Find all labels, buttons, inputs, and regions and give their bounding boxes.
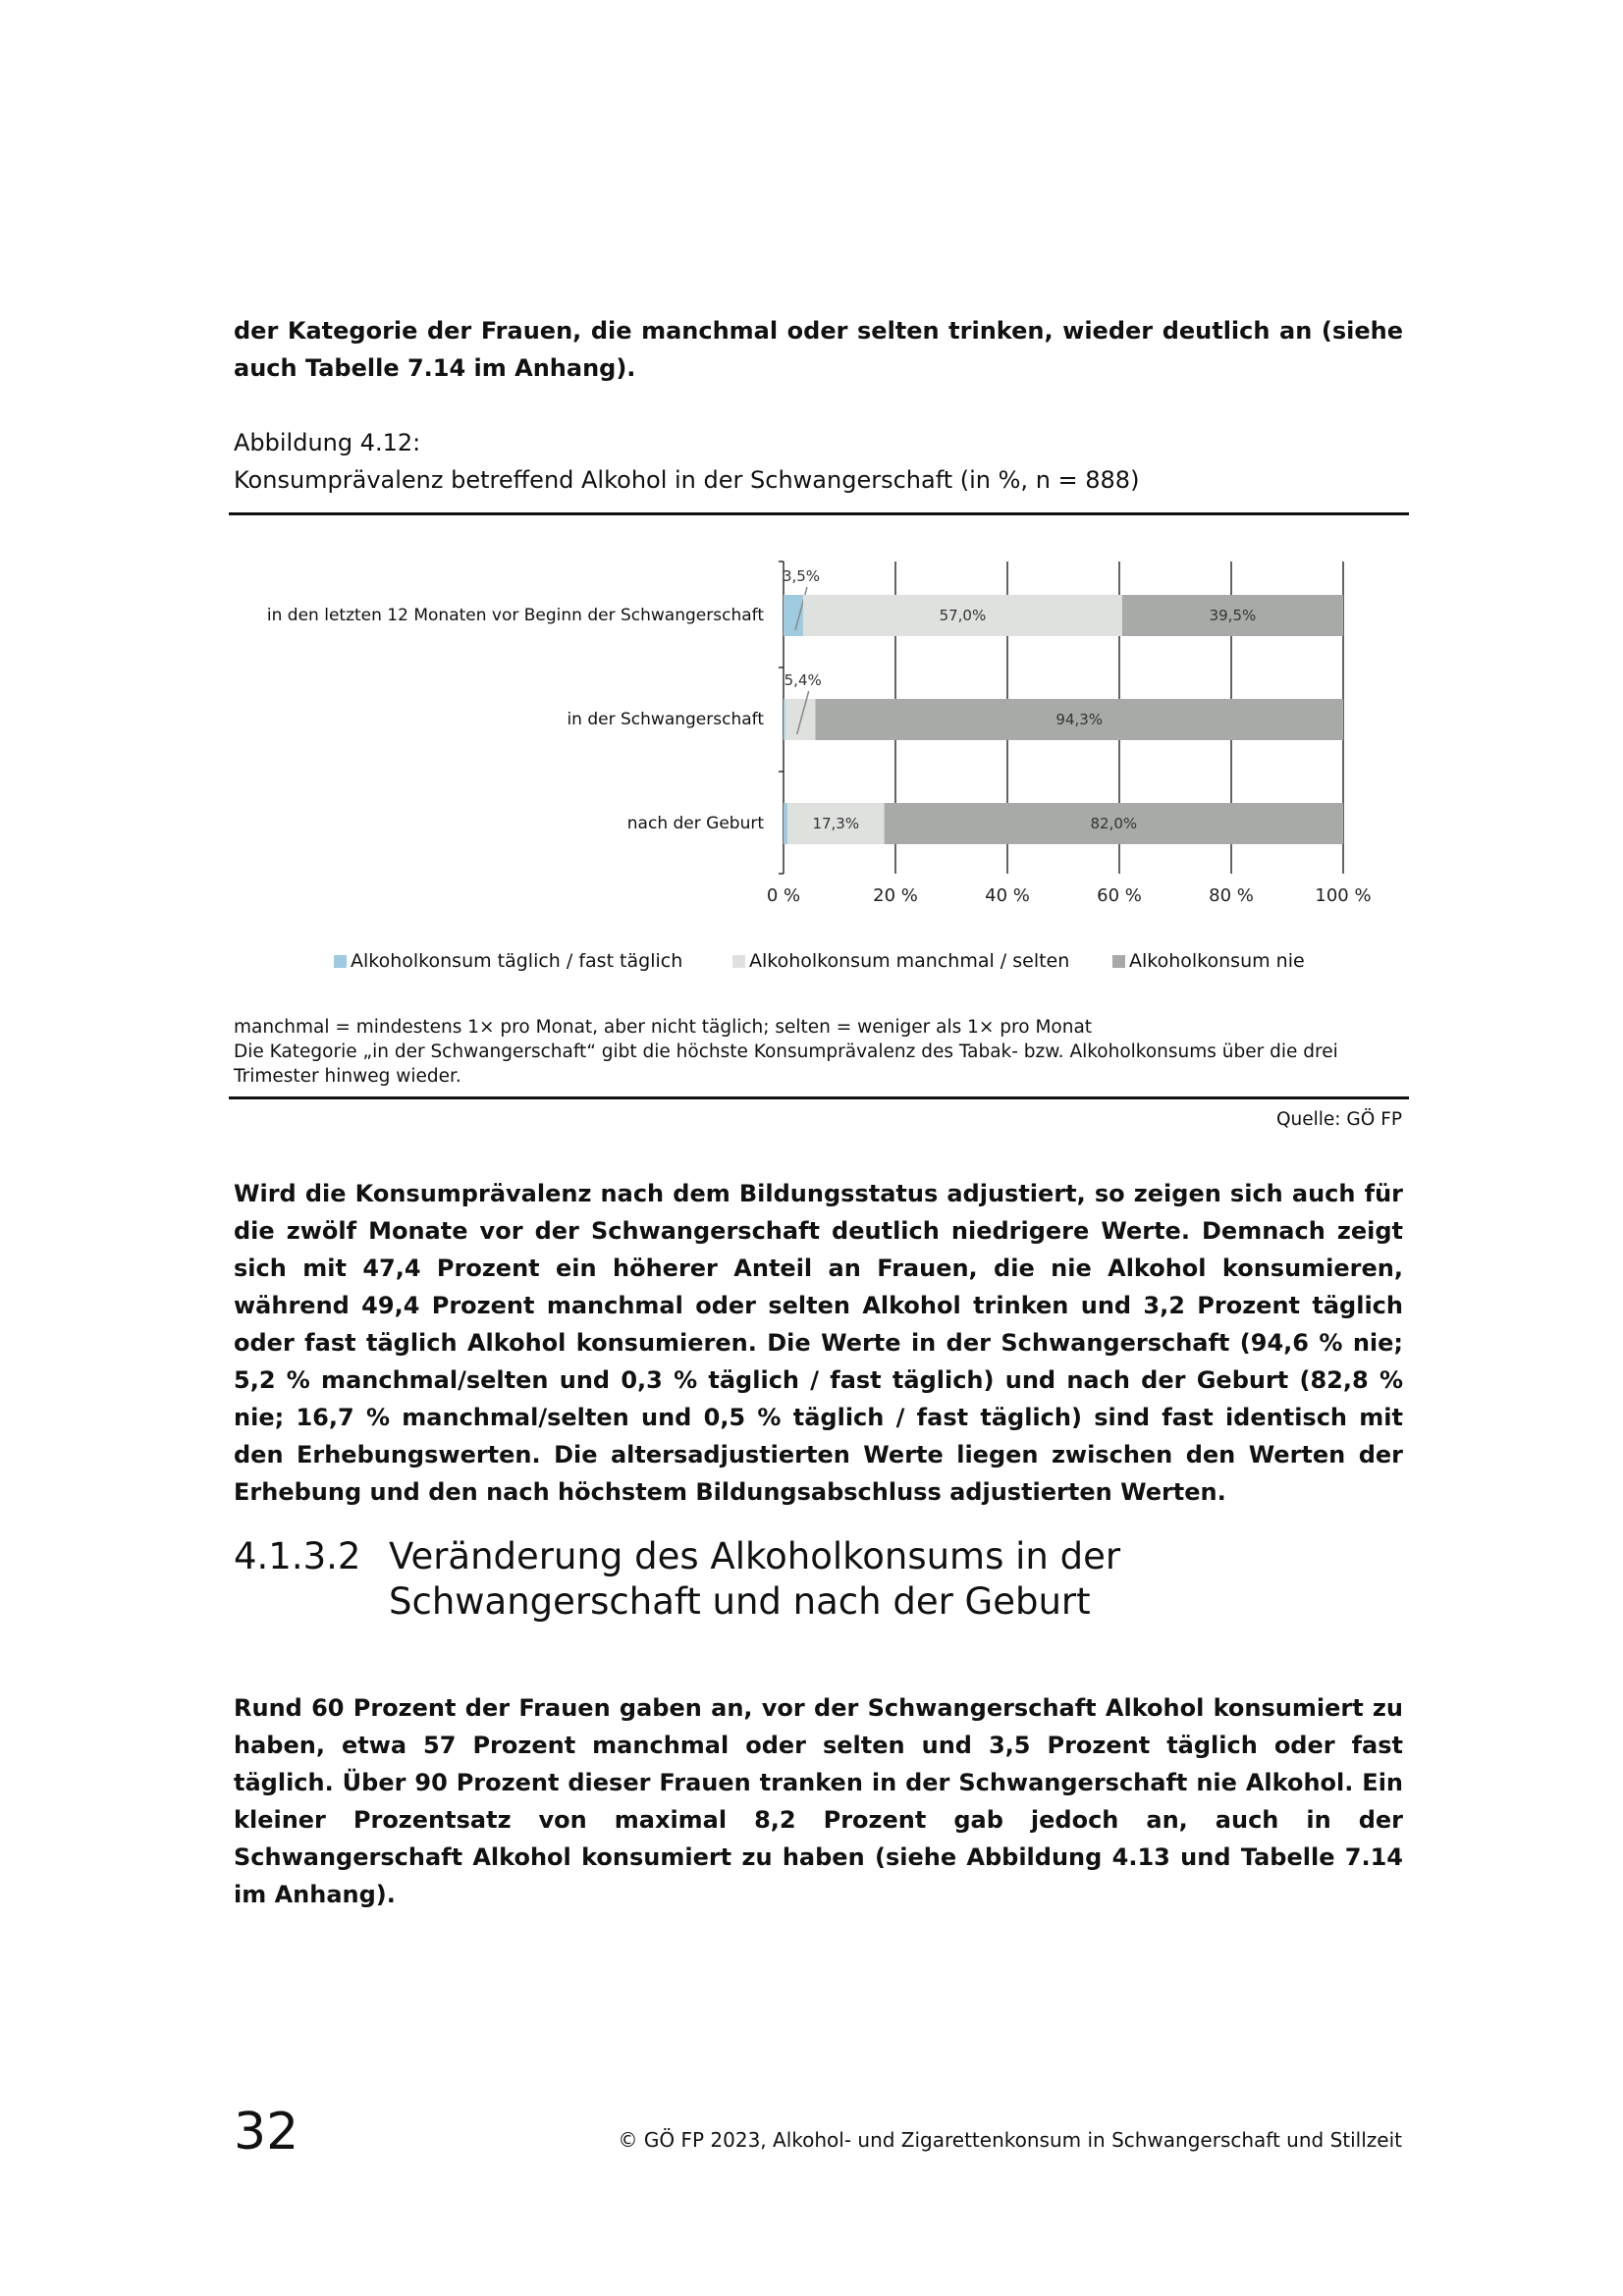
footer-text: © GÖ FP 2023, Alkohol- und Zigarettenkonsum in Schwangerschaft und Stillzeit (618, 2128, 1402, 2152)
bar-segment (784, 699, 785, 740)
category-label: nach der Geburt (626, 814, 764, 833)
figure-top-rule (229, 512, 1409, 515)
stacked-bar-chart (229, 530, 1407, 1001)
bar-segment (784, 803, 787, 844)
data-label: 17,3% (812, 815, 860, 832)
x-tick-label: 100 % (1315, 885, 1372, 906)
section-title-line2: Schwangerschaft und nach der Geburt (389, 1580, 1091, 1623)
figure-note-1: manchmal = mindestens 1× pro Monat, aber nicht täglich; selten = weniger als 1× pro Monat (234, 1017, 1093, 1038)
figure-note-2: Die Kategorie „in der Schwangerschaft“ gibt die höchste Konsumprävalenz des Tabak- bzw. Alkoholkonsums über die drei Trimester hinweg wieder. (234, 1041, 1338, 1087)
intro-paragraph: der Kategorie der Frauen, die manchmal oder selten trinken, wieder deutlich an (siehe auch Tabelle 7.14 im Anhang). (234, 317, 1403, 382)
section-title-line1: Veränderung des Alkoholkonsums in der (389, 1535, 1121, 1577)
legend-label: Alkoholkonsum nie (1129, 950, 1305, 972)
data-label: 82,0% (1090, 815, 1138, 832)
legend-swatch (732, 955, 745, 968)
legend-swatch (334, 955, 347, 968)
x-tick-label: 40 % (985, 885, 1030, 906)
x-tick-label: 20 % (873, 885, 918, 906)
page-number: 32 (234, 2103, 299, 2162)
category-label: in den letzten 12 Monaten vor Beginn der Schwangerschaft (266, 606, 764, 625)
data-label: 57,0% (939, 607, 987, 624)
figure-bottom-rule (229, 1096, 1409, 1099)
category-label: in der Schwangerschaft (567, 710, 764, 729)
x-tick-label: 0 % (766, 885, 801, 906)
section-number: 4.1.3.2 (234, 1535, 361, 1577)
figure-caption: Konsumprävalenz betreffend Alkohol in der Schwangerschaft (in %, n = 888) (234, 466, 1140, 494)
data-label: 39,5% (1209, 607, 1257, 624)
x-tick-label: 80 % (1209, 885, 1254, 906)
bar-segment (784, 595, 803, 636)
body-paragraph-1: Wird die Konsumprävalenz nach dem Bildungsstatus adjustiert, so zeigen sich auch für die zwölf Monate vor der Schwangerschaft deutlich niedrigere Werte. Demnach zeigt sich mit 47,4 Prozent ein höherer Anteil an Frauen, die nie Alkohol konsumieren, während 49,4 Prozent manchmal oder selten Alkohol trinken und 3,2 Prozent täglich oder fast täglich Alkohol konsumieren. Die Werte in der Schwangerschaft (94,6 % nie; 5,2 % manchmal/selten und 0,3 % täglich / fast täglich) und nach der Geburt (82,8 % nie; 16,7 % manchmal/selten und 0,5 % täglich / fast täglich) sind fast identisch mit den Erhebungswerten. Die altersadjustierten Werte liegen zwischen den Werten der Erhebung und den nach höchstem Bildungsabschluss adjustierten Werten. (234, 1180, 1403, 1506)
section-heading (234, 1534, 1120, 1625)
legend-label: Alkoholkonsum täglich / fast täglich (351, 950, 683, 972)
x-tick-label: 60 % (1097, 885, 1142, 906)
legend-label: Alkoholkonsum manchmal / selten (749, 950, 1070, 972)
legend-swatch (1112, 955, 1125, 968)
data-label: 3,5% (782, 567, 821, 585)
data-label: 94,3% (1055, 711, 1104, 728)
body-paragraph-2: Rund 60 Prozent der Frauen gaben an, vor der Schwangerschaft Alkohol konsumiert zu haben, etwa 57 Prozent manchmal oder selten und 3,5 Prozent täglich oder fast täglich. Über 90 Prozent dieser Frauen tranken in der Schwangerschaft nie Alkohol. Ein kleiner Prozentsatz von maximal 8,2 Prozent gab jedoch an, auch in der Schwangerschaft Alkohol konsumiert zu haben (siehe Abbildung 4.13 und Tabelle 7.14 im Anhang). (234, 1694, 1403, 1908)
data-label: 5,4% (784, 671, 822, 689)
figure-source: Quelle: GÖ FP (1275, 1109, 1402, 1130)
figure-label: Abbildung 4.12: (234, 429, 421, 456)
